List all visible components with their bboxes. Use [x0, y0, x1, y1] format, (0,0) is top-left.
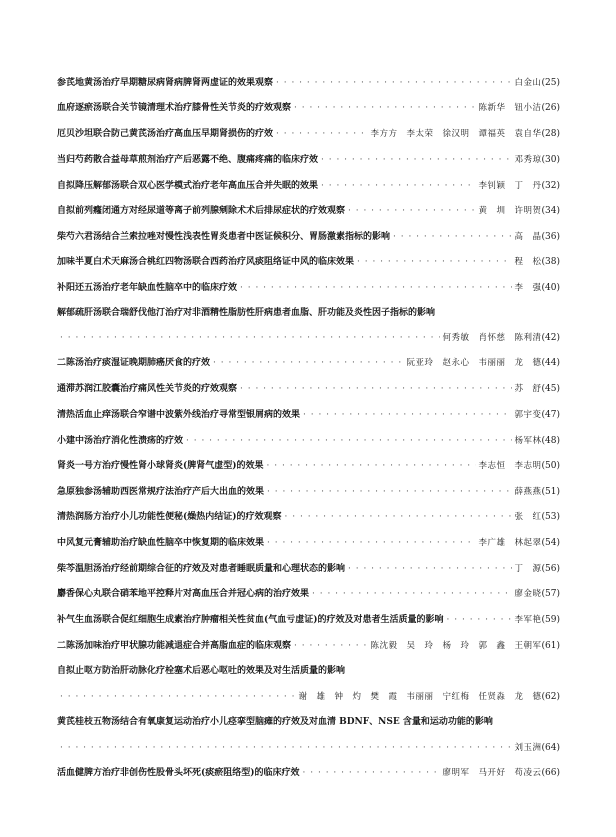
toc-entry[interactable]: [57, 305, 560, 321]
article-authors: 何秀敏 肖怀慈 陈利清: [442, 333, 542, 343]
toc-entry[interactable]: [57, 714, 560, 730]
dot-leader: [294, 100, 475, 116]
article-title: 二陈汤加味治疗甲状腺功能减退症合并高脂血症的临床观察: [57, 641, 292, 651]
page-number: (44): [541, 358, 560, 368]
article-title: 中风复元膏辅助治疗缺血性脑卒中恢复期的临床效果: [57, 538, 265, 548]
article-title: 厄贝沙坦联合防己黄芪汤治疗高血压早期肾损伤的疗效: [57, 129, 274, 139]
article-title: 补阳还五汤治疗老年缺血性脑卒中的临床疗效: [57, 283, 238, 293]
article-title: 自拟前列癃闭通方对经尿道等离子前列腺剜除术术后排尿症状的疗效观察: [57, 206, 346, 216]
toc-entry[interactable]: [57, 203, 560, 219]
article-title: 柴芩温胆汤治疗经前期综合征的疗效及对患者睡眠质量和心理状态的影响: [57, 564, 346, 574]
dot-leader: [348, 561, 511, 577]
toc-entry[interactable]: [57, 535, 560, 551]
article-title: 黄芪桂枝五物汤结合有氧康复运动治疗小儿痉挛型脑瘫的疗效及对血清 BDNF、NSE 含量和运动功能的影响: [57, 717, 493, 727]
toc-entry[interactable]: [57, 229, 560, 245]
page-number: (57): [541, 589, 560, 599]
toc-entry[interactable]: [57, 561, 560, 577]
article-title: 二陈汤治疗痰湿证晚期肺癌厌食的疗效: [57, 358, 211, 368]
page-number: (64): [541, 743, 560, 753]
article-authors: 李志恒 李志明: [478, 461, 542, 471]
article-authors: 邓秀琼: [514, 155, 542, 165]
toc-entry[interactable]: [57, 100, 560, 116]
article-title: 柴芍六君汤结合兰索拉唑对慢性浅表性胃炎患者中医证候积分、胃肠激素指标的影响: [57, 232, 391, 242]
page-number: (30): [541, 155, 560, 165]
article-title: 清热活血止痒汤联合窄谱中波紫外线治疗寻常型银屑病的效果: [57, 410, 301, 420]
toc-entry[interactable]: [57, 355, 560, 371]
page-number: (40): [541, 283, 560, 293]
article-title: 肾炎一号方治疗慢性肾小球肾炎(脾肾气虚型)的效果: [57, 461, 264, 471]
page-number: (32): [541, 181, 560, 191]
article-title: 自拟止呕方防治肝动脉化疗栓塞术后恶心呕吐的效果及对生活质量的影响: [57, 666, 346, 676]
page-number: (50): [541, 461, 560, 471]
page-number: (36): [541, 232, 560, 242]
toc-entry[interactable]: [57, 740, 560, 756]
page-number: (38): [541, 257, 560, 267]
toc-entry[interactable]: [57, 484, 560, 500]
dot-leader: [285, 509, 512, 525]
dot-leader: [267, 484, 511, 500]
dot-leader: [303, 407, 511, 423]
toc-entry[interactable]: [57, 407, 560, 423]
page-number: (34): [541, 206, 560, 216]
article-authors: 杨军林: [514, 436, 542, 446]
page-number: (54): [541, 538, 560, 548]
page-number: (66): [541, 768, 560, 778]
article-title: 自拟降压解郁汤联合双心医学模式治疗老年高血压合并失眠的效果: [57, 181, 319, 191]
dot-leader: [267, 458, 476, 474]
article-authors: 陈新华 钮小洁: [478, 103, 542, 113]
toc-entry[interactable]: [57, 178, 560, 194]
table-of-contents: [57, 0, 560, 837]
page-number: (59): [541, 615, 560, 625]
toc-entry[interactable]: [57, 280, 560, 296]
toc-entry[interactable]: [57, 152, 560, 168]
toc-entry[interactable]: [57, 689, 560, 705]
article-authors: 刘玉洲: [514, 743, 542, 753]
dot-leader: [312, 586, 511, 602]
article-title: 解郁疏肝汤联合瑞舒伐他汀治疗对非酒精性脂肪性肝病患者血脂、肝功能及炎性因子指标的影响: [57, 308, 436, 318]
dot-leader: [348, 203, 475, 219]
page-number: (48): [541, 436, 560, 446]
article-title: 参芪地黄汤治疗早期糖尿病肾病脾肾两虚证的效果观察: [57, 78, 274, 88]
dot-leader: [447, 612, 512, 628]
article-authors: 李军艳: [514, 615, 542, 625]
article-title: 通滞苏润江胶囊治疗痛风性关节炎的疗效观察: [57, 384, 238, 394]
article-authors: 李钊颖 丁 丹: [478, 181, 542, 191]
toc-entry[interactable]: [57, 330, 560, 346]
dot-leader: [267, 535, 475, 551]
toc-entry[interactable]: [57, 765, 560, 781]
dot-leader: [60, 740, 512, 756]
toc-entry[interactable]: [57, 638, 560, 654]
article-title: 当归芍药散合益母草煎剂治疗产后恶露不绝、腹痛疼痛的临床疗效: [57, 155, 319, 165]
toc-entry[interactable]: [57, 126, 560, 142]
toc-entry[interactable]: [57, 254, 560, 270]
article-authors: 白金山: [514, 78, 542, 88]
article-title: 小建中汤治疗消化性溃疡的疗效: [57, 436, 184, 446]
toc-entry[interactable]: [57, 663, 560, 679]
article-authors: 廖明军 马开好 苟凌云: [442, 768, 542, 778]
article-authors: 薛燕燕: [514, 487, 542, 497]
article-title: 麝香保心丸联合硝苯地平控释片对高血压合并冠心病的治疗效果: [57, 589, 310, 599]
toc-entry[interactable]: [57, 433, 560, 449]
dot-leader: [303, 765, 440, 781]
page-number: (51): [541, 487, 560, 497]
article-authors: 陈沈毅 吴 玲 杨 玲 郭 鑫 王朝军: [370, 641, 542, 651]
page-number: (56): [541, 564, 560, 574]
article-title: 急原独参汤辅助西医常规疗法治疗产后大出血的效果: [57, 487, 265, 497]
dot-leader: [276, 126, 367, 142]
toc-entry[interactable]: [57, 381, 560, 397]
page-number: (62): [541, 692, 560, 702]
dot-leader: [213, 355, 403, 371]
page-number: (47): [541, 410, 560, 420]
article-authors: 程 松: [514, 257, 542, 267]
page-number: (53): [541, 512, 560, 522]
dot-leader: [240, 280, 511, 296]
dot-leader: [60, 689, 296, 705]
article-title: 补气生血汤联合促红细胞生成素治疗肿瘤相关性贫血(气血亏虚证)的疗效及对患者生活质量的影响: [57, 615, 444, 625]
article-authors: 苏 舒: [514, 384, 542, 394]
article-authors: 李 强: [514, 283, 542, 293]
page-number: (28): [541, 129, 560, 139]
page-number: (25): [541, 78, 560, 88]
toc-entry[interactable]: [57, 612, 560, 628]
article-authors: 李方方 李太荣 徐汉明 谭福英 袁自华: [370, 129, 542, 139]
page-number: (42): [541, 333, 560, 343]
article-title: 血府逐瘀汤联合关节镜清理术治疗膝骨性关节炎的疗效观察: [57, 103, 292, 113]
toc-entry[interactable]: [57, 586, 560, 602]
article-authors: 谢 雄 钟 灼 樊 霞 韦丽丽 宁红梅 任贤淼 龙 德: [298, 692, 542, 702]
toc-entry[interactable]: [57, 458, 560, 474]
article-authors: 廖金晓: [514, 589, 542, 599]
article-authors: 黄 圳 许明贺: [478, 206, 542, 216]
article-title: 清热润肠方治疗小儿功能性便秘(燥热内结证)的疗效观察: [57, 512, 282, 522]
article-authors: 阮亚玲 赵永心 韦丽丽 龙 德: [406, 358, 542, 368]
dot-leader: [60, 330, 440, 346]
dot-leader: [276, 75, 511, 91]
article-authors: 高 晶: [514, 232, 542, 242]
article-authors: 张 红: [514, 512, 542, 522]
article-title: 活血健脾方治疗非创伤性股骨头坏死(痰瘀阻络型)的临床疗效: [57, 768, 300, 778]
dot-leader: [357, 254, 511, 270]
article-authors: 丁 源: [514, 564, 542, 574]
article-authors: 郭宇变: [514, 410, 542, 420]
dot-leader: [294, 638, 367, 654]
toc-entry[interactable]: [57, 75, 560, 91]
page-number: (45): [541, 384, 560, 394]
dot-leader: [321, 178, 475, 194]
article-authors: 李广雄 林起翠: [478, 538, 542, 548]
article-title: 加味半夏白术天麻汤合桃红四物汤联合西药治疗风痰阻络证中风的临床效果: [57, 257, 355, 267]
page-number: (61): [541, 641, 560, 651]
dot-leader: [321, 152, 511, 168]
dot-leader: [240, 381, 511, 397]
page-number: (26): [541, 103, 560, 113]
dot-leader: [393, 229, 511, 245]
toc-entry[interactable]: [57, 509, 560, 525]
dot-leader: [186, 433, 511, 449]
